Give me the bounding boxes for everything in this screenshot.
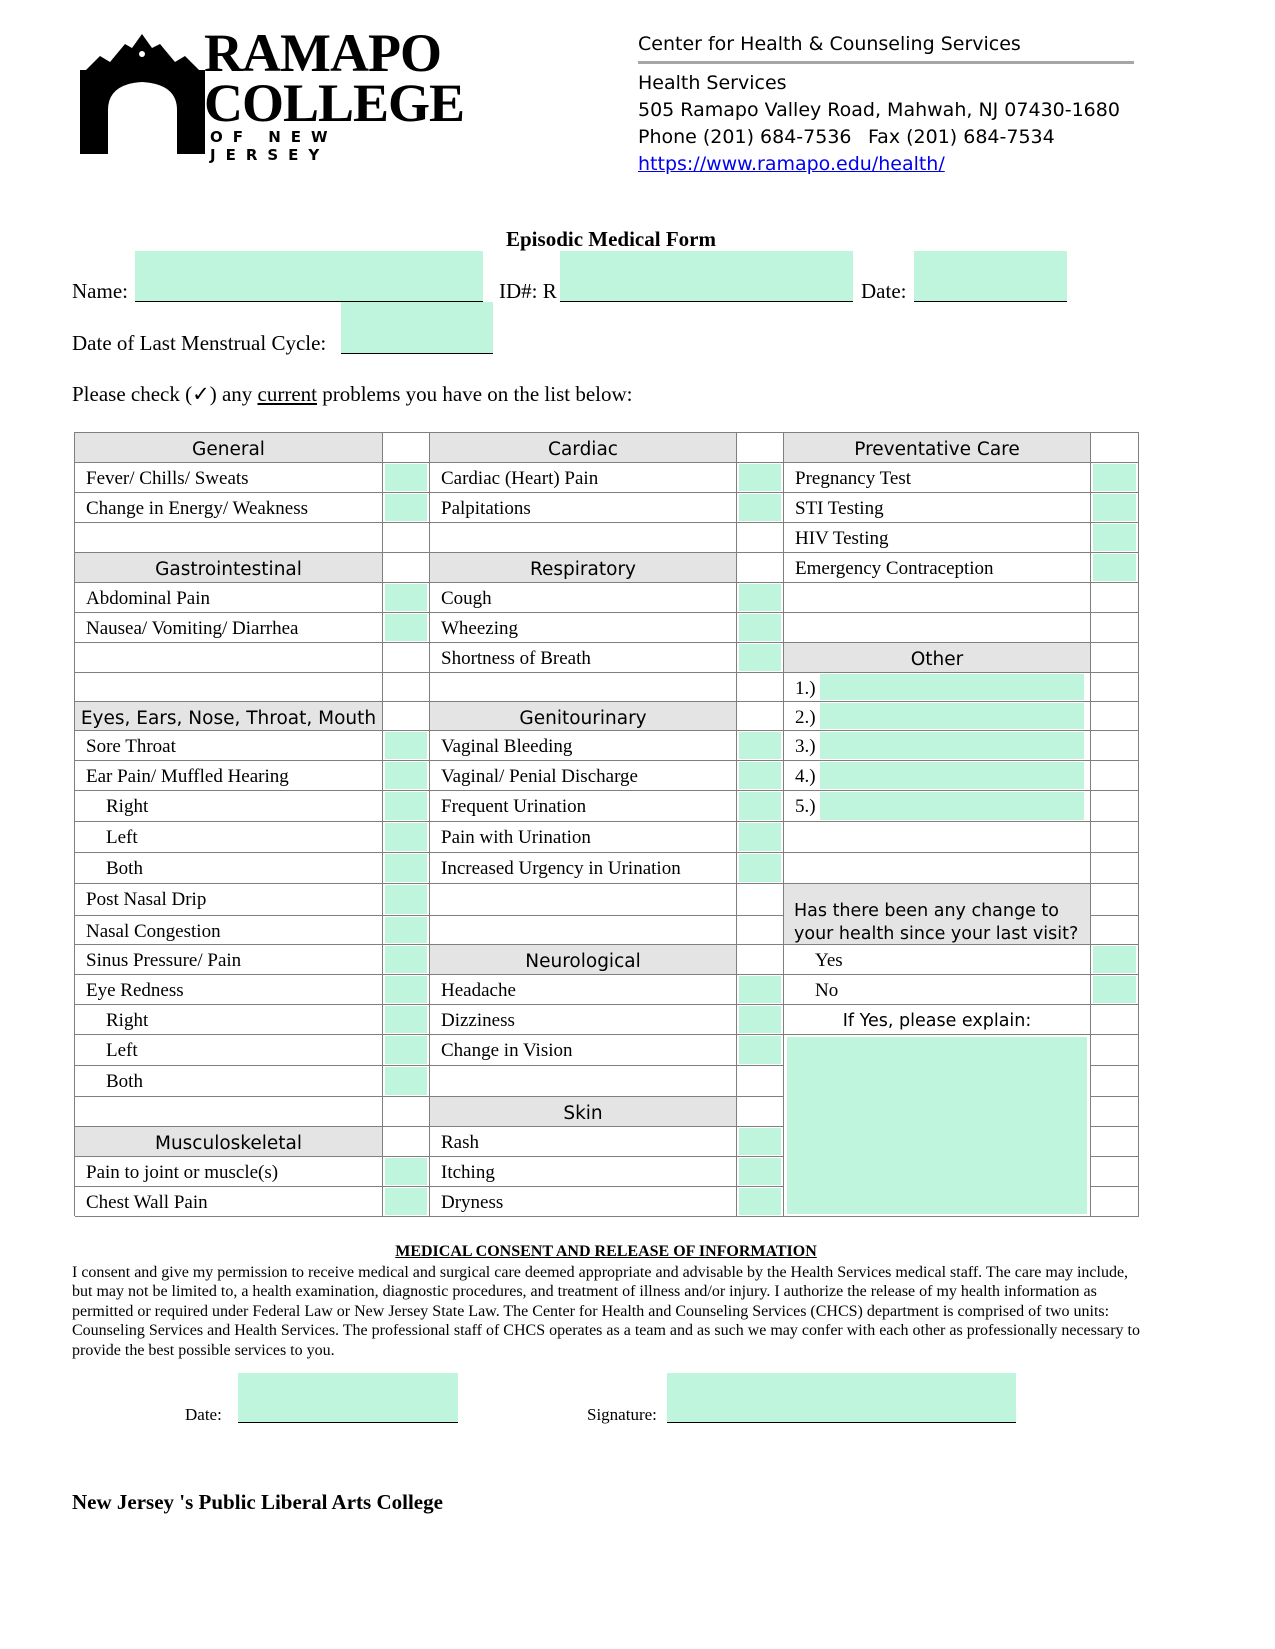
checkbox-cell (383, 613, 430, 643)
checkbox-field[interactable] (385, 584, 427, 611)
checkbox-field[interactable] (385, 1188, 427, 1215)
consent-date-label: Date: (185, 1405, 222, 1424)
section-header (75, 553, 383, 583)
signature-label: Signature: (587, 1405, 657, 1424)
symptom-label (430, 643, 737, 673)
symptom-label (75, 1066, 383, 1097)
id-label: ID#: R (499, 279, 557, 303)
checkbox-field[interactable] (385, 976, 427, 1003)
checkbox-field[interactable] (739, 464, 781, 491)
symptom-label (430, 853, 737, 884)
symptom-text: Yes (815, 950, 843, 971)
center-name: Center for Health & Counseling Services (638, 33, 1021, 55)
symptom-text: No (815, 980, 839, 1001)
consent-body: I consent and give my permission to receive medical and surgical care deemed appropriate and advisable by the Health Services medical staff. The care may include, but may not be limited to, a health examination, diagnostic procedures, and treatment of illness and/or injury. I authorize the release of my health information as permitted or required under Federal Law or New Jersey State Law. The Center for Health and Counseling Services (CHCS) department is comprised of two units: Counseling Services and Health Services. The professional staff of CHCS operates as a team and as such we may confer with each other as professionally necessary to provide the best possible services to you. (72, 1264, 1140, 1359)
symptom-label (784, 463, 1091, 493)
checkbox-field[interactable] (739, 1188, 781, 1215)
symptom-text: Post Nasal Drip (86, 889, 207, 910)
empty-cell (737, 553, 784, 583)
checkbox-cell (737, 493, 784, 523)
checkbox-field[interactable] (739, 792, 781, 820)
checkbox-cell (383, 916, 430, 945)
empty-cell (430, 673, 737, 702)
empty-cell (784, 613, 1091, 643)
checkbox-field[interactable] (739, 732, 781, 759)
checkbox-cell (383, 761, 430, 791)
date-underline (914, 301, 1067, 302)
symptom-label (784, 523, 1091, 553)
empty-cell (75, 1097, 383, 1127)
no-label (784, 975, 1091, 1005)
empty-cell (737, 945, 784, 975)
symptom-text: Wheezing (441, 618, 519, 639)
symptom-text: 2.) (795, 707, 816, 728)
form-title: Episodic Medical Form (506, 227, 716, 251)
health-services-unit: Health Services (638, 72, 787, 94)
symptom-label (784, 702, 1091, 731)
symptom-text: 3.) (795, 736, 816, 757)
symptom-label (75, 1005, 383, 1035)
empty-cell (737, 433, 784, 463)
id-field[interactable] (560, 251, 853, 302)
symptom-text: Right (106, 1010, 149, 1031)
symptom-text: Pain with Urination (441, 827, 591, 848)
other-problem-field[interactable] (820, 792, 1084, 820)
explain-label: If Yes, please explain: (842, 1011, 1032, 1031)
checkbox-cell (737, 1127, 784, 1157)
symptom-text: STI Testing (795, 498, 884, 519)
website-link[interactable]: https://www.ramapo.edu/health/ (638, 153, 945, 175)
symptom-label (75, 884, 383, 916)
fax: Fax (201) 684-7534 (868, 126, 1055, 148)
checkbox-field[interactable] (739, 823, 781, 851)
symptom-text: Pregnancy Test (795, 468, 911, 489)
lmp-field[interactable] (341, 302, 493, 354)
checkbox-field[interactable] (739, 1158, 781, 1185)
date-label: Date: (861, 279, 907, 303)
section-header (784, 433, 1091, 463)
symptom-text: Nausea/ Vomiting/ Diarrhea (86, 618, 299, 639)
checkbox-cell (383, 975, 430, 1005)
date-field[interactable] (914, 251, 1067, 302)
empty-cell (737, 523, 784, 553)
empty-cell (1091, 583, 1139, 613)
empty-cell (737, 916, 784, 945)
empty-cell (1091, 822, 1139, 853)
section-header (430, 1097, 737, 1127)
checkbox-cell (737, 791, 784, 822)
symptom-label (75, 731, 383, 761)
checkbox-field[interactable] (385, 1006, 427, 1033)
empty-cell (383, 702, 430, 731)
checkbox-cell (1091, 463, 1139, 493)
checkbox-field[interactable] (739, 1006, 781, 1033)
symptom-text: Shortness of Breath (441, 648, 591, 669)
checkbox-cell (737, 1157, 784, 1187)
symptom-label (75, 583, 383, 613)
change-question-cell (784, 884, 1091, 945)
empty-cell (383, 523, 430, 553)
checkbox-field[interactable] (1093, 946, 1136, 973)
checkbox-field[interactable] (739, 494, 781, 521)
symptom-label (430, 822, 737, 853)
symptom-label (75, 791, 383, 822)
checkbox-cell (383, 853, 430, 884)
symptom-text: Left (106, 1040, 138, 1061)
instruction-post: problems you have on the list below: (322, 382, 633, 406)
symptom-label (75, 975, 383, 1005)
empty-cell (1091, 1066, 1139, 1097)
empty-cell (737, 1066, 784, 1097)
logo-ramapo: RAMAPO (204, 23, 441, 83)
checkbox-field[interactable] (385, 762, 427, 789)
section-title: Eyes, Ears, Nose, Throat, Mouth (80, 708, 377, 729)
checkbox-field[interactable] (385, 1158, 427, 1185)
empty-cell (1091, 1097, 1139, 1127)
checkbox-field[interactable] (739, 1128, 781, 1155)
symptom-text: Both (106, 1071, 143, 1092)
symptom-text: 4.) (795, 766, 816, 787)
instruction-pre: Please check (✓) any (72, 382, 253, 406)
symptom-label (75, 853, 383, 884)
checkbox-cell (383, 493, 430, 523)
other-problem-field[interactable] (820, 762, 1084, 789)
checkbox-cell (737, 613, 784, 643)
symptom-label (75, 822, 383, 853)
empty-cell (1091, 613, 1139, 643)
section-header (75, 433, 383, 463)
symptom-label (784, 493, 1091, 523)
symptom-label (784, 791, 1091, 822)
checkbox-field[interactable] (385, 494, 427, 521)
empty-cell (1091, 791, 1139, 822)
checkbox-cell (383, 884, 430, 916)
section-header (430, 702, 737, 731)
other-problem-field[interactable] (820, 674, 1084, 700)
checkbox-cell (737, 1005, 784, 1035)
checkbox-cell (383, 463, 430, 493)
signature-field[interactable] (667, 1373, 1016, 1423)
checkbox-cell (1091, 493, 1139, 523)
lmp-underline (341, 353, 493, 354)
checkbox-field[interactable] (739, 584, 781, 611)
empty-cell (383, 1127, 430, 1157)
other-problem-field[interactable] (820, 703, 1084, 729)
footer-tagline: New Jersey 's Public Liberal Arts College (72, 1490, 443, 1514)
symptom-label (430, 613, 737, 643)
checkbox-field[interactable] (385, 732, 427, 759)
section-header (430, 945, 737, 975)
logo-college: COLLEGE (204, 73, 465, 133)
empty-cell (75, 523, 383, 553)
checkbox-cell (737, 1035, 784, 1066)
symptom-text: Frequent Urination (441, 796, 587, 817)
name-label: Name: (72, 279, 128, 303)
checkbox-field[interactable] (1093, 524, 1136, 551)
checkbox-cell (737, 731, 784, 761)
section-title: Neurological (525, 951, 641, 972)
section-title: Musculoskeletal (154, 1133, 302, 1154)
checkbox-cell (383, 1066, 430, 1097)
empty-cell (1091, 1005, 1139, 1035)
symptom-text: Ear Pain/ Muffled Hearing (86, 766, 289, 787)
symptom-text: Right (106, 796, 149, 817)
symptom-text: Left (106, 827, 138, 848)
symptom-label (430, 791, 737, 822)
consent-date-field[interactable] (238, 1373, 458, 1423)
checkbox-cell (383, 731, 430, 761)
empty-cell (1091, 761, 1139, 791)
checkbox-cell (1091, 553, 1139, 583)
section-header (75, 1127, 383, 1157)
empty-cell (383, 673, 430, 702)
symptom-text: Change in Vision (441, 1040, 573, 1061)
other-problem-field[interactable] (820, 732, 1084, 759)
symptom-text: Nasal Congestion (86, 921, 221, 942)
checkbox-cell (383, 583, 430, 613)
checkbox-field[interactable] (385, 823, 427, 851)
checkbox-field[interactable] (385, 854, 427, 882)
checkbox-cell (737, 853, 784, 884)
symptom-text: HIV Testing (795, 528, 889, 549)
symptom-text: Headache (441, 980, 516, 1001)
symptom-label (430, 583, 737, 613)
signature-underline (667, 1422, 1016, 1423)
explain-textarea[interactable] (787, 1037, 1087, 1214)
empty-cell (1091, 702, 1139, 731)
symptom-text: Vaginal/ Penial Discharge (441, 766, 638, 787)
empty-cell (737, 702, 784, 731)
empty-cell (75, 673, 383, 702)
empty-cell (430, 1066, 737, 1097)
symptom-text: 1.) (795, 678, 816, 699)
symptom-text: Both (106, 858, 143, 879)
checkbox-cell (737, 463, 784, 493)
symptom-checklist-table (74, 432, 1139, 1216)
symptom-label (75, 945, 383, 975)
instruction-text (72, 382, 633, 407)
section-header (430, 553, 737, 583)
consent-title: MEDICAL CONSENT AND RELEASE OF INFORMATION (395, 1243, 817, 1260)
checkbox-field[interactable] (385, 464, 427, 491)
empty-cell (784, 853, 1091, 884)
section-title: Other (910, 649, 964, 670)
checkbox-field[interactable] (385, 614, 427, 641)
checkbox-field[interactable] (1093, 464, 1136, 491)
section-header (75, 702, 383, 731)
checkbox-cell (383, 1005, 430, 1035)
symptom-label (784, 553, 1091, 583)
checkbox-cell (383, 1187, 430, 1217)
phone: Phone (201) 684-7536 (638, 126, 852, 148)
empty-cell (1091, 673, 1139, 702)
yes-label (784, 945, 1091, 975)
symptom-label (430, 1005, 737, 1035)
empty-cell (430, 916, 737, 945)
symptom-label (430, 1157, 737, 1187)
checkbox-cell (383, 791, 430, 822)
symptom-text: Cough (441, 588, 492, 609)
symptom-label (75, 1035, 383, 1066)
checkbox-cell (383, 1035, 430, 1066)
checkbox-cell (737, 761, 784, 791)
logo-of-new-jersey: OF NEW JERSEY (210, 128, 338, 164)
address: 505 Ramapo Valley Road, Mahwah, NJ 07430-1680 (638, 99, 1120, 121)
symptom-text: Sore Throat (86, 736, 176, 757)
symptom-text: Sinus Pressure/ Pain (86, 950, 242, 971)
empty-cell (737, 673, 784, 702)
symptom-label (430, 1035, 737, 1066)
empty-cell (784, 822, 1091, 853)
explain-label-cell (784, 1005, 1091, 1035)
symptom-label (75, 463, 383, 493)
checkbox-field[interactable] (739, 762, 781, 789)
symptom-text: Rash (441, 1132, 479, 1153)
symptom-text: Palpitations (441, 498, 531, 519)
symptom-label (430, 1187, 737, 1217)
name-field[interactable] (135, 251, 483, 302)
checkbox-field[interactable] (739, 614, 781, 641)
change-question-text: Has there been any change to your health since your last visit? (794, 901, 1079, 944)
section-title: General (192, 439, 265, 460)
checkbox-field[interactable] (385, 946, 427, 973)
symptom-label (430, 1127, 737, 1157)
empty-cell (430, 523, 737, 553)
symptom-text: Dryness (441, 1192, 504, 1213)
checkbox-cell (737, 583, 784, 613)
checkbox-field[interactable] (385, 885, 427, 914)
symptom-text: Abdominal Pain (86, 588, 211, 609)
empty-cell (430, 884, 737, 916)
symptom-text: Chest Wall Pain (86, 1192, 208, 1213)
symptom-text: Cardiac (Heart) Pain (441, 468, 599, 489)
archway-logo-icon (80, 32, 205, 154)
symptom-label (75, 916, 383, 945)
checkbox-field[interactable] (739, 644, 781, 671)
symptom-label (75, 493, 383, 523)
empty-cell (383, 553, 430, 583)
symptom-label (75, 761, 383, 791)
checkbox-cell (383, 822, 430, 853)
symptom-label (784, 673, 1091, 702)
no-checkbox-cell (1091, 975, 1139, 1005)
id-underline (560, 301, 853, 302)
symptom-label (784, 731, 1091, 761)
empty-cell (784, 583, 1091, 613)
empty-cell (1091, 731, 1139, 761)
empty-cell (1091, 433, 1139, 463)
symptom-text: Dizziness (441, 1010, 515, 1031)
checkbox-field[interactable] (385, 1036, 427, 1064)
yes-checkbox-cell (1091, 945, 1139, 975)
symptom-text: Change in Energy/ Weakness (86, 498, 309, 519)
section-title: Skin (563, 1103, 603, 1124)
symptom-text: Pain to joint or muscle(s) (86, 1162, 279, 1183)
symptom-label (430, 731, 737, 761)
symptom-label (430, 761, 737, 791)
empty-cell (1091, 884, 1139, 916)
symptom-label (430, 493, 737, 523)
checkbox-field[interactable] (385, 792, 427, 820)
section-title: Genitourinary (519, 708, 647, 729)
checkbox-field[interactable] (1093, 554, 1136, 581)
instruction-current: current (257, 382, 317, 406)
empty-cell (383, 643, 430, 673)
checkbox-field[interactable] (739, 854, 781, 882)
empty-cell (383, 1097, 430, 1127)
checkbox-cell (737, 1187, 784, 1217)
checkbox-cell (737, 643, 784, 673)
checkbox-field[interactable] (739, 1036, 781, 1064)
empty-cell (1091, 1187, 1139, 1217)
symptom-label (75, 1187, 383, 1217)
empty-cell (737, 884, 784, 916)
symptom-text: Eye Redness (86, 980, 184, 1001)
symptom-label (430, 975, 737, 1005)
empty-cell (1091, 1035, 1139, 1066)
checkbox-field[interactable] (1093, 976, 1136, 1003)
lmp-label: Date of Last Menstrual Cycle: (72, 331, 327, 355)
checkbox-field[interactable] (385, 1067, 427, 1095)
checkbox-cell (383, 945, 430, 975)
empty-cell (1091, 643, 1139, 673)
section-title: Cardiac (548, 439, 618, 460)
symptom-text: 5.) (795, 796, 816, 817)
checkbox-field[interactable] (385, 917, 427, 943)
checkbox-cell (383, 1157, 430, 1187)
symptom-text: Fever/ Chills/ Sweats (86, 468, 249, 489)
college-logo (80, 23, 465, 164)
checkbox-cell (1091, 523, 1139, 553)
header-rule (638, 61, 1134, 64)
section-title: Preventative Care (854, 439, 1020, 460)
symptom-text: Itching (441, 1162, 495, 1183)
section-header (784, 643, 1091, 673)
symptom-label (75, 1157, 383, 1187)
empty-cell (1091, 1127, 1139, 1157)
checkbox-field[interactable] (1093, 494, 1136, 521)
symptom-text: Vaginal Bleeding (441, 736, 573, 757)
section-title: Respiratory (530, 559, 636, 580)
empty-cell (75, 643, 383, 673)
section-header (430, 433, 737, 463)
empty-cell (1091, 1157, 1139, 1187)
empty-cell (1091, 853, 1139, 884)
empty-cell (737, 1097, 784, 1127)
checkbox-cell (737, 975, 784, 1005)
symptom-text: Emergency Contraception (795, 558, 994, 579)
symptom-label (430, 463, 737, 493)
consent-date-underline (238, 1422, 458, 1423)
checkbox-field[interactable] (739, 976, 781, 1003)
symptom-label (75, 613, 383, 643)
explain-cell (784, 1035, 1091, 1217)
symptom-text: Increased Urgency in Urination (441, 858, 681, 879)
checkbox-cell (737, 822, 784, 853)
empty-cell (383, 433, 430, 463)
empty-cell (1091, 916, 1139, 945)
section-title: Gastrointestinal (155, 559, 302, 580)
symptom-label (784, 761, 1091, 791)
